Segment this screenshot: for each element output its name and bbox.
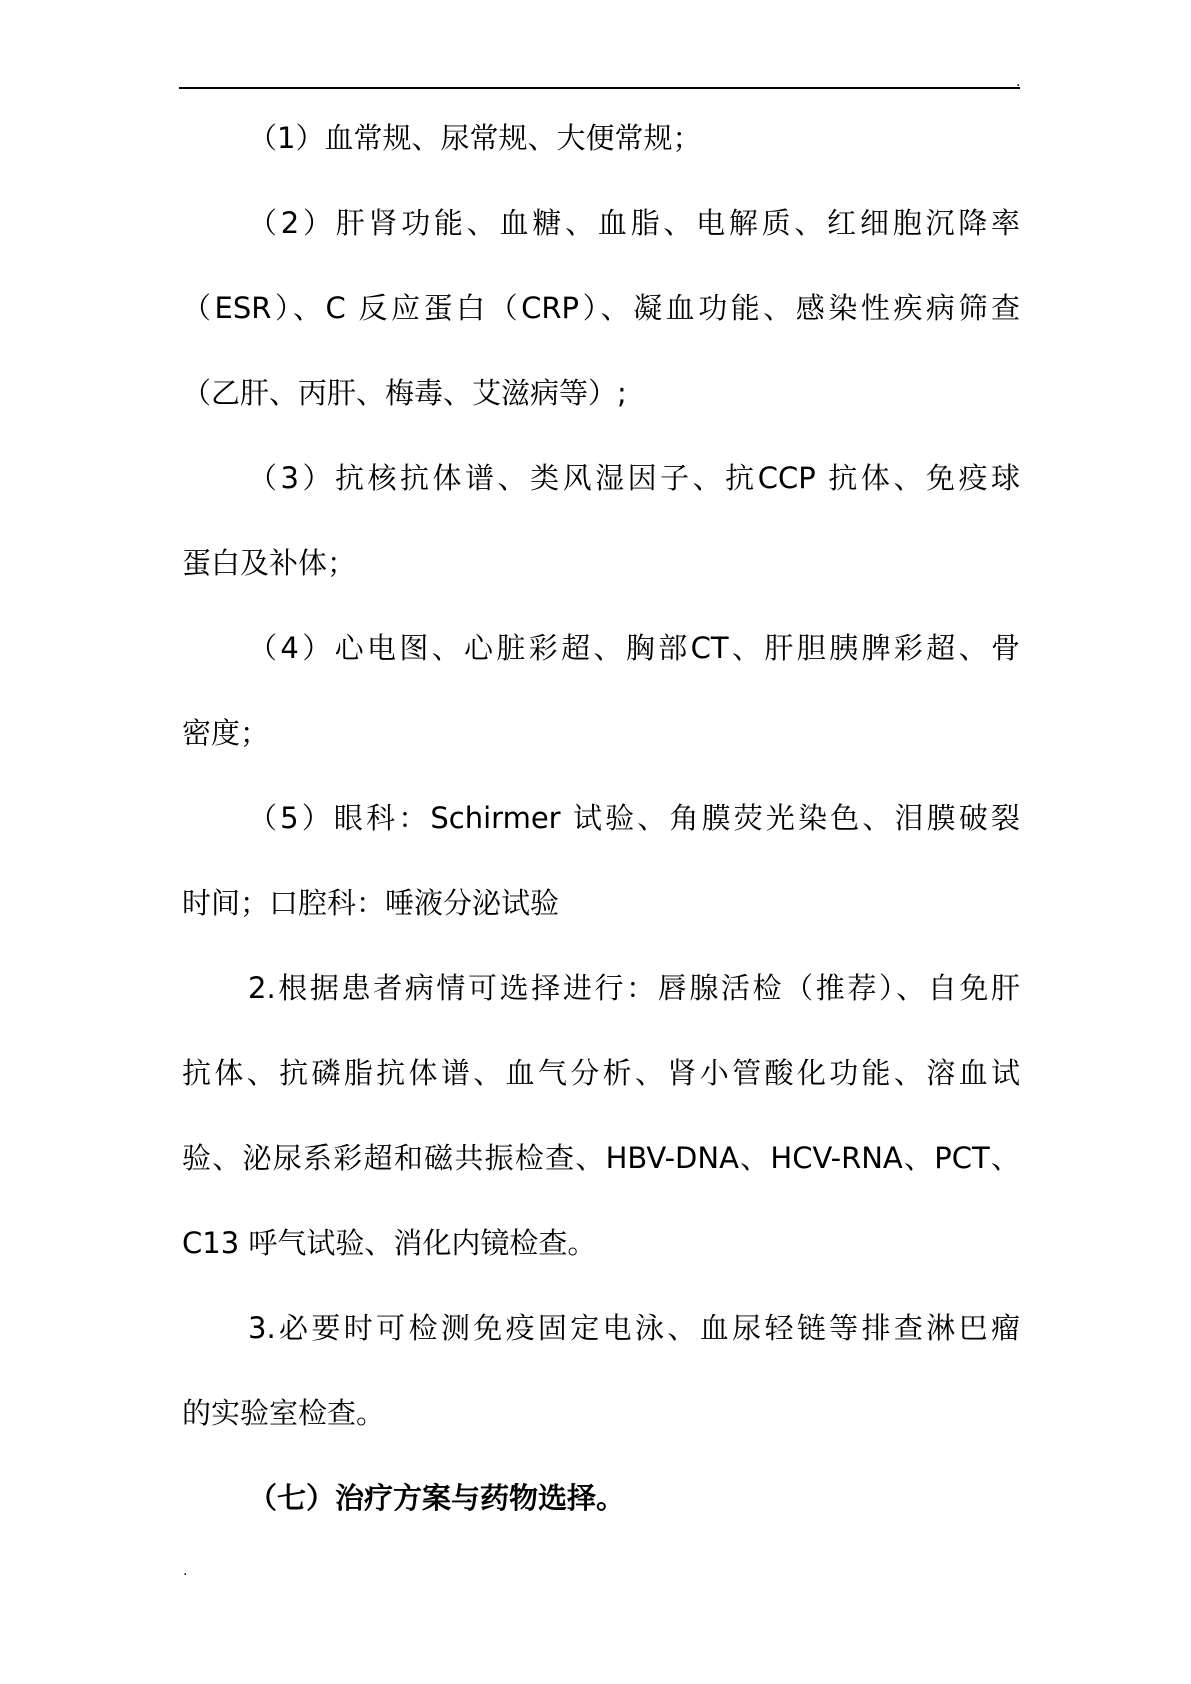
text-line-10: 时间；口腔科：唾液分泌试验: [182, 886, 560, 920]
text-line-5: （3）抗核抗体谱、类风湿因子、抗CCP 抗体、免疫球: [248, 461, 1020, 495]
footer-dot: .: [183, 1563, 188, 1579]
text-line-6: 蛋白及补体；: [182, 546, 357, 580]
text-line-16: 的实验室检查。: [182, 1396, 386, 1430]
text-line-12: 抗体、抗磷脂抗体谱、血气分析、肾小管酸化功能、溶血试: [182, 1056, 1020, 1090]
text-line-4: （乙肝、丙肝、梅毒、艾滋病等）;: [182, 376, 627, 410]
text-line-14: C13 呼气试验、消化内镜检查。: [182, 1226, 597, 1260]
text-line-1: （1）血常规、尿常规、大便常规；: [248, 121, 702, 155]
text-line-15: 3.必要时可检测免疫固定电泳、血尿轻链等排查淋巴瘤: [248, 1311, 1020, 1345]
text-line-2: （2）肝肾功能、血糖、血脂、电解质、红细胞沉降率: [248, 206, 1020, 240]
section-heading: （七）治疗方案与药物选择。: [248, 1481, 626, 1515]
text-line-7: （4）心电图、心脏彩超、胸部CT、肝胆胰脾彩超、骨: [248, 631, 1020, 665]
text-line-13: 验、泌尿系彩超和磁共振检查、HBV-DNA、HCV-RNA、PCT、: [182, 1141, 1020, 1175]
text-line-8: 密度；: [182, 716, 270, 750]
header-rule: [179, 87, 1020, 89]
text-line-3: （ESR）、C 反应蛋白（CRP）、凝血功能、感染性疾病筛查: [182, 291, 1020, 325]
text-line-11: 2.根据患者病情可选择进行：唇腺活检（推荐）、自免肝: [248, 971, 1020, 1005]
text-line-9: （5）眼科：Schirmer 试验、角膜荧光染色、泪膜破裂: [248, 801, 1020, 835]
header-dot: .: [1016, 74, 1021, 90]
